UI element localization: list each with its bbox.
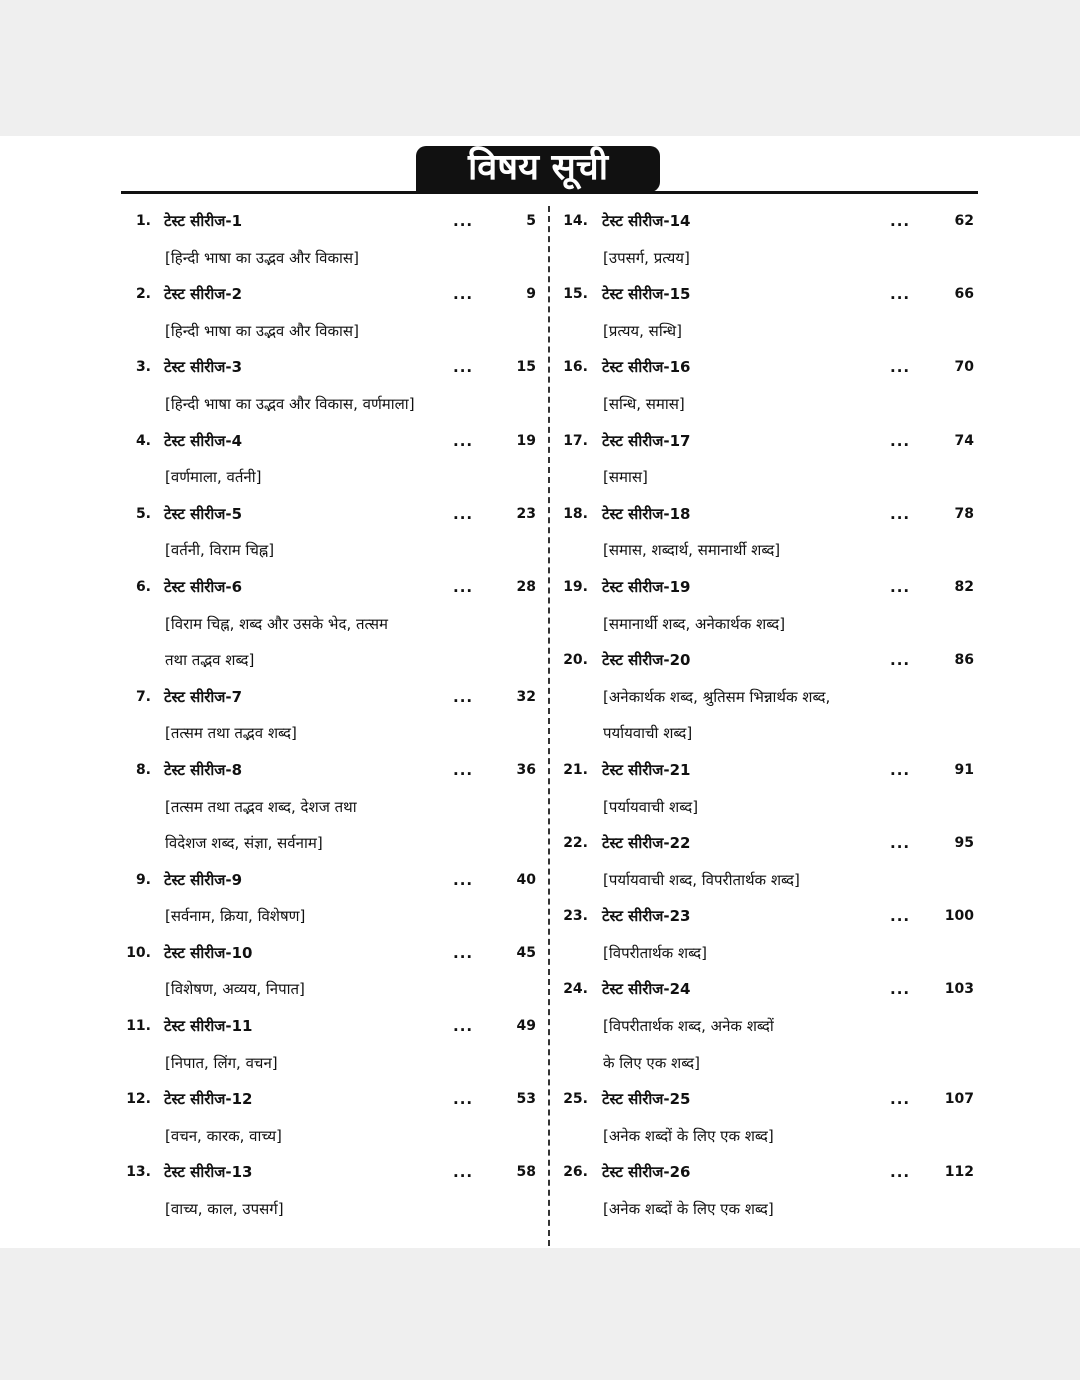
entry-number: 18. xyxy=(563,505,588,522)
leader-dots: ... xyxy=(453,504,474,523)
entry-topics: [पर्यायवाची शब्द] xyxy=(603,797,699,816)
entry-topics: [विराम चिह्न, शब्द और उसके भेद, तत्सम xyxy=(165,614,388,633)
entry-title: टेस्ट सीरीज-12 xyxy=(164,1090,253,1109)
toc-entry[interactable] xyxy=(560,974,980,1011)
entry-number: 4. xyxy=(135,432,151,449)
leader-dots: ... xyxy=(890,651,911,670)
page-number: 86 xyxy=(954,652,974,669)
entry-topics: [वाच्य, काल, उपसर्ग] xyxy=(165,1200,284,1219)
entry-topics: [अनेकार्थक शब्द, श्रुतिसम भिन्नार्थक शब्द, xyxy=(603,687,831,706)
entry-title: टेस्ट सीरीज-18 xyxy=(602,504,691,523)
leader-dots: ... xyxy=(890,504,911,523)
entry-number: 13. xyxy=(126,1164,151,1181)
leader-dots: ... xyxy=(890,980,911,999)
toc-entry[interactable] xyxy=(560,572,980,609)
entry-title: टेस्ट सीरीज-15 xyxy=(602,285,691,304)
entry-number: 20. xyxy=(563,652,588,669)
page-number: 103 xyxy=(944,981,974,998)
entry-topics: [सर्वनाम, क्रिया, विशेषण] xyxy=(165,907,306,926)
page-number: 9 xyxy=(526,286,536,303)
leader-dots: ... xyxy=(890,1090,911,1109)
entry-topics: [समानार्थी शब्द, अनेकार्थक शब्द] xyxy=(603,614,786,633)
toc-entry[interactable] xyxy=(560,426,980,463)
entry-title: टेस्ट सीरीज-14 xyxy=(602,212,691,230)
entry-topics: [अनेक शब्दों के लिए एक शब्द] xyxy=(603,1126,774,1145)
entry-number: 21. xyxy=(563,761,588,778)
leader-dots: ... xyxy=(453,577,474,596)
entry-number: 15. xyxy=(563,286,588,303)
entry-title: टेस्ट सीरीज-4 xyxy=(164,431,243,450)
page-number: 78 xyxy=(954,505,974,522)
page-number: 82 xyxy=(954,578,974,595)
page-number: 74 xyxy=(954,432,974,449)
toc-entry[interactable] xyxy=(125,426,540,463)
leader-dots: ... xyxy=(453,687,474,706)
entry-number: 6. xyxy=(135,578,151,595)
toc-entry[interactable] xyxy=(125,279,540,316)
entry-topics: [उपसर्ग, प्रत्यय] xyxy=(603,248,690,267)
entry-number: 10. xyxy=(126,944,151,961)
entry-topics: [तत्सम तथा तद्भव शब्द] xyxy=(165,724,297,743)
leader-dots: ... xyxy=(890,212,911,230)
leader-dots: ... xyxy=(453,1017,474,1036)
toc-entry[interactable] xyxy=(560,755,980,792)
leader-dots: ... xyxy=(453,285,474,304)
toc-entry[interactable] xyxy=(560,499,980,536)
page-title: विषय सूची xyxy=(416,146,660,192)
entry-topics: [विशेषण, अव्यय, निपात] xyxy=(165,980,305,999)
leader-dots: ... xyxy=(890,1163,911,1182)
entry-title: टेस्ट सीरीज-3 xyxy=(164,358,243,377)
entry-number: 1. xyxy=(135,213,151,229)
entry-title: टेस्ट सीरीज-17 xyxy=(602,431,691,450)
toc-entry[interactable] xyxy=(125,499,540,536)
entry-title: टेस्ट सीरीज-8 xyxy=(164,760,243,779)
page-number: 15 xyxy=(516,359,536,376)
entry-number: 26. xyxy=(563,1164,588,1181)
entry-topics: [अनेक शब्दों के लिए एक शब्द] xyxy=(603,1200,774,1219)
page-number: 28 xyxy=(516,578,536,595)
entry-topics: [निपात, लिंग, वचन] xyxy=(165,1053,278,1072)
leader-dots: ... xyxy=(453,358,474,377)
toc-entry[interactable] xyxy=(560,828,980,865)
toc-entry[interactable] xyxy=(560,1157,980,1194)
toc-entry[interactable] xyxy=(125,755,540,792)
entry-topics: [विपरीतार्थक शब्द, अनेक शब्दों xyxy=(603,1017,774,1036)
entry-topics: [तत्सम तथा तद्भव शब्द, देशज तथा xyxy=(165,797,357,816)
entry-number: 25. xyxy=(563,1091,588,1108)
page-number: 36 xyxy=(516,761,536,778)
entry-number: 16. xyxy=(563,359,588,376)
page-number: 53 xyxy=(516,1091,536,1108)
entry-topics: [सन्धि, समास] xyxy=(603,394,685,413)
toc-entry[interactable] xyxy=(125,682,540,719)
page-number: 23 xyxy=(516,505,536,522)
entry-topics: [समास, शब्दार्थ, समानार्थी शब्द] xyxy=(603,541,781,560)
page-number: 32 xyxy=(516,688,536,705)
page-number: 107 xyxy=(944,1091,974,1108)
entry-title: टेस्ट सीरीज-16 xyxy=(602,358,691,377)
page-number: 19 xyxy=(516,432,536,449)
toc-left-column xyxy=(125,206,540,1231)
entry-title: टेस्ट सीरीज-7 xyxy=(164,687,243,706)
entry-title: टेस्ट सीरीज-24 xyxy=(602,980,691,999)
page-number: 40 xyxy=(516,871,536,888)
entry-title: टेस्ट सीरीज-26 xyxy=(602,1163,691,1182)
toc-entry[interactable] xyxy=(125,1011,540,1048)
entry-title: टेस्ट सीरीज-1 xyxy=(164,212,243,230)
page-number: 5 xyxy=(526,213,536,229)
page-number: 62 xyxy=(954,213,974,229)
entry-topics: [विपरीतार्थक शब्द] xyxy=(603,943,707,962)
leader-dots: ... xyxy=(453,1090,474,1109)
entry-title: टेस्ट सीरीज-21 xyxy=(602,760,691,779)
toc-right-column xyxy=(560,206,980,1231)
entry-number: 19. xyxy=(563,578,588,595)
entry-topics: तथा तद्भव शब्द] xyxy=(165,651,255,670)
entry-topics: [वचन, कारक, वाच्य] xyxy=(165,1126,282,1145)
entry-number: 5. xyxy=(135,505,151,522)
toc-entry[interactable] xyxy=(125,938,540,975)
entry-topics: [हिन्दी भाषा का उद्भव और विकास, वर्णमाला] xyxy=(165,394,415,413)
leader-dots: ... xyxy=(890,285,911,304)
page-number: 70 xyxy=(954,359,974,376)
entry-title: टेस्ट सीरीज-25 xyxy=(602,1090,691,1109)
entry-number: 17. xyxy=(563,432,588,449)
entry-title: टेस्ट सीरीज-20 xyxy=(602,651,691,670)
leader-dots: ... xyxy=(890,907,911,926)
entry-title: टेस्ट सीरीज-22 xyxy=(602,834,691,853)
toc-entry[interactable] xyxy=(125,1157,540,1194)
entry-number: 23. xyxy=(563,908,588,925)
entry-number: 7. xyxy=(135,688,151,705)
entry-number: 9. xyxy=(135,871,151,888)
leader-dots: ... xyxy=(453,212,474,230)
entry-number: 3. xyxy=(135,359,151,376)
toc-entry[interactable] xyxy=(125,572,540,609)
leader-dots: ... xyxy=(453,760,474,779)
entry-title: टेस्ट सीरीज-13 xyxy=(164,1163,253,1182)
page-number: 91 xyxy=(954,761,974,778)
page-number: 45 xyxy=(516,944,536,961)
toc-entry[interactable] xyxy=(125,1084,540,1121)
leader-dots: ... xyxy=(890,760,911,779)
entry-title: टेस्ट सीरीज-19 xyxy=(602,577,691,596)
toc-entry[interactable] xyxy=(560,645,980,682)
page-number: 112 xyxy=(944,1164,974,1181)
entry-number: 12. xyxy=(126,1091,151,1108)
entry-number: 14. xyxy=(563,213,588,229)
entry-topics: [वर्णमाला, वर्तनी] xyxy=(165,468,262,487)
leader-dots: ... xyxy=(453,870,474,889)
toc-entry[interactable] xyxy=(125,352,540,389)
entry-topics: विदेशज शब्द, संज्ञा, सर्वनाम] xyxy=(165,834,323,853)
leader-dots: ... xyxy=(890,577,911,596)
toc-entry[interactable] xyxy=(560,901,980,938)
entry-topics: [हिन्दी भाषा का उद्भव और विकास] xyxy=(165,321,359,340)
toc-entry[interactable] xyxy=(125,865,540,902)
entry-title: टेस्ट सीरीज-5 xyxy=(164,504,243,523)
entry-title: टेस्ट सीरीज-23 xyxy=(602,907,691,926)
page-number: 58 xyxy=(516,1164,536,1181)
entry-topics: [हिन्दी भाषा का उद्भव और विकास] xyxy=(165,248,359,267)
page-number: 95 xyxy=(954,835,974,852)
leader-dots: ... xyxy=(453,943,474,962)
entry-title: टेस्ट सीरीज-11 xyxy=(164,1017,253,1036)
column-divider xyxy=(548,206,550,1246)
entry-number: 8. xyxy=(135,761,151,778)
toc-entry[interactable] xyxy=(560,279,980,316)
toc-entry[interactable] xyxy=(125,206,540,243)
entry-number: 22. xyxy=(563,835,588,852)
entry-topics: [समास] xyxy=(603,468,648,487)
page-number: 66 xyxy=(954,286,974,303)
document-page xyxy=(0,136,1080,1248)
toc-entry[interactable] xyxy=(560,206,980,243)
leader-dots: ... xyxy=(453,431,474,450)
entry-number: 11. xyxy=(126,1018,151,1035)
entry-number: 24. xyxy=(563,981,588,998)
toc-entry[interactable] xyxy=(560,1084,980,1121)
entry-topics: [वर्तनी, विराम चिह्न] xyxy=(165,541,275,560)
leader-dots: ... xyxy=(453,1163,474,1182)
leader-dots: ... xyxy=(890,834,911,853)
entry-title: टेस्ट सीरीज-6 xyxy=(164,577,243,596)
entry-topics: पर्यायवाची शब्द] xyxy=(603,724,693,743)
entry-title: टेस्ट सीरीज-9 xyxy=(164,870,243,889)
entry-title: टेस्ट सीरीज-2 xyxy=(164,285,243,304)
leader-dots: ... xyxy=(890,431,911,450)
entry-number: 2. xyxy=(135,286,151,303)
entry-title: टेस्ट सीरीज-10 xyxy=(164,943,253,962)
toc-entry[interactable] xyxy=(560,352,980,389)
entry-topics: के लिए एक शब्द] xyxy=(603,1053,701,1072)
leader-dots: ... xyxy=(890,358,911,377)
entry-topics: [प्रत्यय, सन्धि] xyxy=(603,321,682,340)
page-number: 49 xyxy=(516,1018,536,1035)
title-rule xyxy=(121,191,978,194)
page-number: 100 xyxy=(944,908,974,925)
entry-topics: [पर्यायवाची शब्द, विपरीतार्थक शब्द] xyxy=(603,870,800,889)
